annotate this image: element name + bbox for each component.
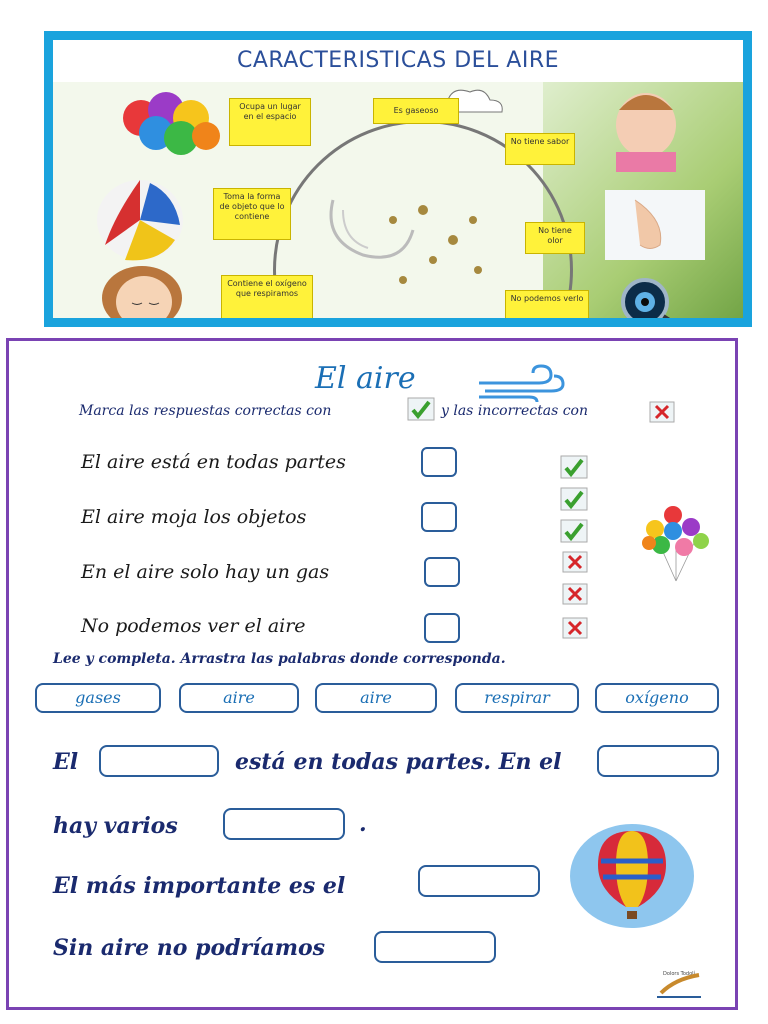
blank-5[interactable] [374,931,496,963]
wind-swirl-image [313,170,513,300]
box-no-sabor: No tiene sabor [505,133,575,165]
blank-3[interactable] [223,808,345,840]
hot-air-balloon-image [567,821,697,931]
balloons-image [111,88,226,168]
instruction-text-b: y las incorrectas con [441,403,588,419]
word-tile-oxigeno[interactable]: oxígeno [595,683,719,713]
statement-1: El aire está en todas partes [81,451,346,473]
box-no-verlo: No podemos verlo [505,290,589,322]
face-image [97,258,187,327]
statement-2: El aire moja los objetos [81,506,307,528]
cross-mark-drag-2[interactable] [562,583,588,605]
cross-mark-drag-1[interactable] [562,551,588,573]
blank-2[interactable] [597,745,719,777]
cloze-line2-end: . [359,811,367,837]
word-tile-respirar[interactable]: respirar [455,683,579,713]
answer-box-3[interactable] [424,557,460,587]
box-ocupa-espacio: Ocupa un lugar en el espacio [229,98,311,146]
wind-icon [475,363,567,403]
check-mark-drag-3[interactable] [560,519,588,543]
box-no-olor: No tiene olor [525,222,585,254]
statement-3: En el aire solo hay un gas [81,561,330,583]
drag-instruction: Lee y completa. Arrastra las palabras donde corresponda. [53,651,506,667]
cloze-line3: El más importante es el [53,873,346,899]
box-es-gaseoso: Es gaseoso [373,98,459,124]
cross-icon-legend [649,401,675,423]
answer-box-4[interactable] [424,613,460,643]
worksheet [6,338,738,1010]
cloze-line1-a: El [53,749,79,775]
word-tile-aire-2[interactable]: aire [315,683,437,713]
check-mark-drag-2[interactable] [560,487,588,511]
infographic-panel [44,31,752,327]
infographic-title: CARACTERISTICAS DEL AIRE [53,40,743,82]
girl-image [601,90,691,172]
box-oxigeno: Contiene el oxígeno que respiramos [221,275,313,320]
magnifier-eye-image [613,272,693,327]
instruction-text: Marca las respuestas correctas con [79,403,332,419]
nose-image [605,190,705,260]
author-logo [653,967,705,1001]
box-toma-forma: Toma la forma de objeto que lo contiene [213,188,291,240]
worksheet-title: El aire [315,361,416,396]
balloons-image-small [639,503,714,583]
svg-text:Dolors Todolí: Dolors Todolí [663,971,695,977]
check-icon-legend [407,397,435,421]
cloze-line4: Sin aire no podríamos [53,935,326,961]
word-tile-aire-1[interactable]: aire [179,683,299,713]
cloze-line2: hay varios [53,813,178,839]
blank-1[interactable] [99,745,219,777]
answer-box-2[interactable] [421,502,457,532]
statement-4: No podemos ver el aire [81,615,306,637]
cloze-line1-b: está en todas partes. En el [235,749,562,775]
answer-box-1[interactable] [421,447,457,477]
check-mark-drag-1[interactable] [560,455,588,479]
blank-4[interactable] [418,865,540,897]
cross-mark-drag-3[interactable] [562,617,588,639]
beach-ball-image [95,175,185,265]
word-tile-gases[interactable]: gases [35,683,161,713]
